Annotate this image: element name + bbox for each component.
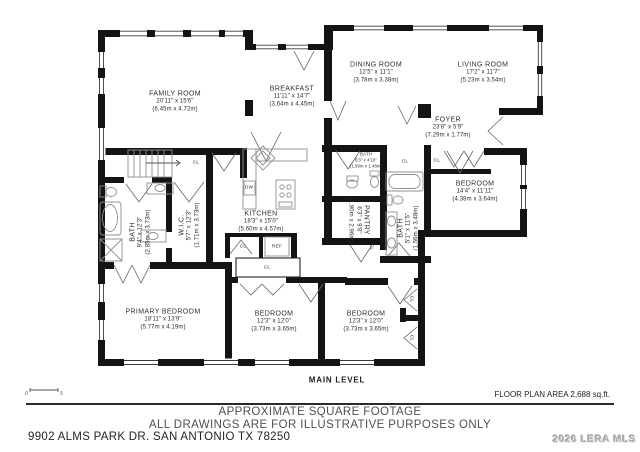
room-name: PRIMARY BEDROOM — [125, 308, 201, 316]
room-name: BATH — [397, 218, 405, 238]
refrigerator-label: REF — [271, 244, 283, 250]
closet-label: CL — [263, 265, 271, 271]
room-dims-m: (3.73m x 3.65m) — [343, 326, 389, 333]
room-name: BEDROOM — [455, 180, 495, 188]
room-dims-ft: 12'3" x 12'0" — [348, 318, 384, 325]
level-label: MAIN LEVEL — [308, 375, 366, 385]
room-dims-m: (3.73m x 3.65m) — [251, 326, 297, 333]
room-dims-ft: 23'8" x 5'9" — [432, 124, 464, 131]
room-name: KITCHEN — [244, 210, 278, 218]
closet-label: CL — [368, 243, 374, 251]
room-dims-m: (5.23m x 3.54m) — [460, 77, 506, 84]
room-dims-m: (2.85m x 3.73m) — [145, 209, 152, 255]
mls-watermark: 2026 LERA MLS — [552, 434, 636, 445]
closet-label: CL — [239, 244, 247, 250]
room-dims-m: (1.56m x 3.48m) — [413, 205, 420, 251]
room-name: BATH — [129, 222, 137, 242]
closet-label: CL — [401, 159, 409, 165]
room-label-bath-right — [396, 205, 421, 250]
room-dims-m: (1.90m x 1.48m) — [350, 163, 382, 169]
disclaimer-line-2: ALL DRAWINGS ARE FOR ILLUSTRATIVE PURPOSES ONLY — [148, 419, 492, 431]
room-dims-ft: 9'4" x 12'3" — [137, 216, 144, 248]
room-dims-m: (3.64m x 4.45m) — [269, 101, 315, 108]
room-label-dining-room — [350, 60, 402, 85]
room-dims-m: (5.60m x 4.57m) — [238, 226, 284, 233]
room-name: FAMILY ROOM — [149, 90, 201, 98]
room-dims-ft: 18'11" x 13'9" — [144, 316, 182, 323]
closet-label: CL — [408, 295, 414, 303]
room-label-kitchen — [238, 209, 283, 234]
floor-plan-area: FLOOR PLAN AREA 2,688 sq.ft. — [494, 390, 610, 399]
room-label-primary-bedroom — [125, 307, 200, 332]
dishwasher-label: DW — [244, 185, 254, 191]
room-label-wic — [177, 202, 202, 247]
scale-start: 0 — [25, 391, 28, 397]
room-label-bath-left — [128, 209, 153, 254]
room-dims-ft: 17'2" x 11'7" — [466, 69, 500, 76]
room-label-pantry — [345, 197, 370, 242]
room-label-bedroom-right — [452, 179, 497, 204]
room-dims-ft: 11'11" x 14'7" — [273, 93, 311, 100]
room-label-bedroom-bottom-right — [343, 309, 388, 334]
room-dims-ft: 5'7" x 12'3" — [186, 209, 193, 241]
property-address: 9902 ALMS PARK DR. SAN ANTONIO TX 78250 — [28, 431, 291, 443]
room-name: PANTRY — [362, 205, 370, 235]
room-dims-m: (1.71m x 3.73m) — [194, 202, 201, 248]
disclaimer-line-1: APPROXIMATE SQUARE FOOTAGE — [218, 406, 422, 418]
kitchen-fixtures — [243, 146, 307, 256]
room-dims-ft: 12'3" x 12'0" — [256, 318, 292, 325]
room-label-breakfast — [269, 84, 314, 109]
room-dims-m: (5.77m x 4.19m) — [140, 324, 186, 331]
room-label-bedroom-bottom-left — [251, 309, 296, 334]
room-label-bath-small — [350, 151, 382, 168]
scale-bar — [30, 388, 58, 392]
room-name: LIVING ROOM — [457, 61, 509, 69]
closet-label: CL — [192, 160, 200, 166]
room-name: BATH — [359, 151, 373, 157]
footer-divider — [26, 403, 614, 405]
closet-label: CL — [433, 158, 441, 164]
room-dims-m: (6.45m x 4.72m) — [152, 106, 198, 113]
room-name: FOYER — [435, 116, 461, 124]
room-name: BREAKFAST — [269, 85, 315, 93]
closet-label: CL — [408, 334, 414, 342]
room-dims-ft: 18'3" x 15'0" — [243, 218, 279, 225]
room-label-family-room — [149, 89, 201, 114]
room-dims-m: (7.29m x 1.77m) — [425, 132, 471, 139]
room-name: W.I.C. — [178, 214, 186, 236]
room-dims-m: (4.38m x 3.64m) — [452, 196, 498, 203]
room-dims-ft: 5'1" x 11'5" — [405, 212, 412, 244]
room-label-foyer — [425, 115, 470, 140]
room-dims-ft: 6'3" x 9'8" — [355, 206, 362, 234]
room-name: DINING ROOM — [349, 61, 403, 69]
room-name: BEDROOM — [346, 310, 386, 318]
room-dims-ft: 6'3" x 4'10" — [355, 157, 377, 163]
room-dims-ft: 14'4" x 11'11" — [456, 188, 494, 195]
room-dims-m: (3.78m x 3.38m) — [353, 77, 399, 84]
room-dims-ft: 12'5" x 11'1" — [359, 69, 393, 76]
room-dims-ft: 20'11" x 15'6" — [156, 98, 194, 105]
room-name: BEDROOM — [254, 310, 294, 318]
scale-end: 5 — [60, 391, 63, 397]
room-dims-m: (1.90m x 2.96m) — [347, 197, 354, 243]
room-label-living-room — [458, 60, 509, 85]
